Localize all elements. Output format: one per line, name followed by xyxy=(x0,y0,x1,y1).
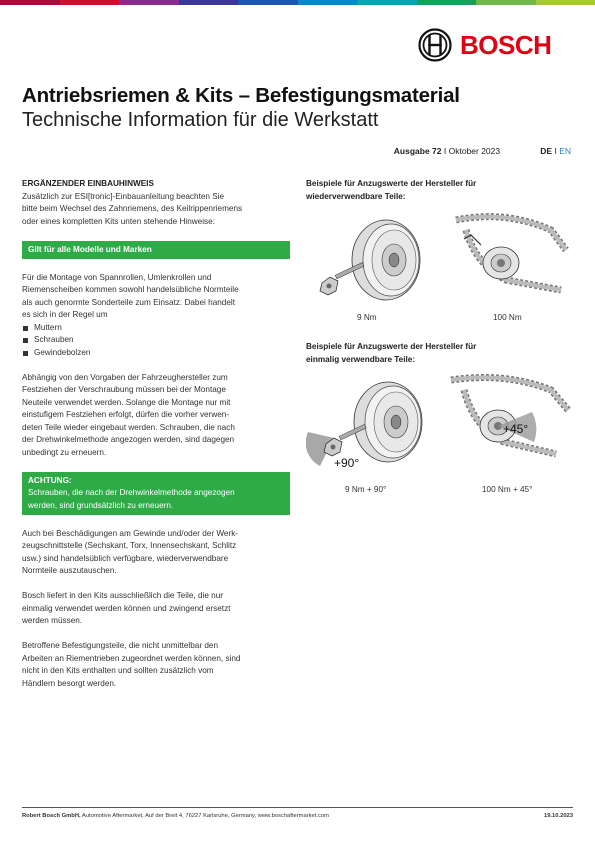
text-line: Normteile auszutauschen. xyxy=(22,566,117,575)
intro-line: bitte beim Wechsel des Zahnriemens, des Keilrippenriemens xyxy=(22,204,243,213)
paragraph-mounting xyxy=(22,272,290,322)
color-bar-segment xyxy=(179,0,239,5)
intro-line: Zusätzlich zur ESI[tronic]-Einbauanleitung beachten Sie xyxy=(22,191,225,201)
text-line: Auch bei Beschädigungen am Gewinde und/oder der Werk- xyxy=(22,528,239,538)
language-en[interactable]: EN xyxy=(559,146,571,156)
page-title: Antriebsriemen & Kits – Befestigungsmaterial xyxy=(22,84,460,107)
caption-line: wiederverwendbare Teile: xyxy=(306,191,406,201)
intro-line: oder eines kompletten Kits unten stehende Hinweise: xyxy=(22,216,215,226)
text-line: usw.) sind handelsüblich verfügbare, wiederverwendbare xyxy=(22,553,229,563)
figure-caption-reusable xyxy=(306,178,574,203)
text-line: als auch genormte Sonderteile zum Einsatz. Dabei handelt xyxy=(22,297,235,307)
parts-list xyxy=(22,322,290,360)
color-bar xyxy=(0,0,595,5)
issue-info xyxy=(394,146,571,156)
torque-label-100nm-45: 100 Nm + 45° xyxy=(482,485,533,494)
color-bar-segment xyxy=(0,0,60,5)
applicability-label: Gilt für alle Modelle und Marken xyxy=(28,244,152,254)
angle-label-45: +45° xyxy=(503,422,529,436)
issue-number: Ausgabe 72 xyxy=(393,146,442,156)
footer-date: 19.10.2023 xyxy=(543,813,573,819)
list-item: Schrauben xyxy=(22,334,290,347)
torque-label-9nm: 9 Nm xyxy=(357,313,377,322)
paragraph-kits xyxy=(22,590,290,628)
paragraph-other-parts xyxy=(22,640,290,690)
text-line: Neuteile verwendet werden. Solange die Montage nur mit xyxy=(22,397,231,407)
text-line: werden müssen. xyxy=(22,616,83,625)
warning-title: ACHTUNG: xyxy=(28,475,72,485)
brand-name: BOSCH xyxy=(460,30,552,60)
text-line: Für die Montage von Spannrollen, Umlenkrollen und xyxy=(22,272,212,282)
warning-box xyxy=(22,472,290,516)
color-bar-segment xyxy=(60,0,120,5)
text-line: zeugschnittstelle (Sechskant, Torx, Innensechskant, Schlitz xyxy=(22,541,237,550)
language-de[interactable]: DE xyxy=(540,146,553,156)
text-line: nicht in den Kits enthalten und sollten zusätzlich vom xyxy=(22,666,214,675)
color-bar-segment xyxy=(119,0,179,5)
text-line: Riemenscheiben kommen sowohl handelsübliche Normteile xyxy=(22,285,239,294)
paragraph-tightening xyxy=(22,372,290,460)
issue-separator: I xyxy=(441,146,449,156)
page-subtitle: Technische Information für die Werkstatt xyxy=(22,109,379,131)
color-bar-segment xyxy=(238,0,298,5)
color-bar-segment xyxy=(357,0,417,5)
footer-divider xyxy=(22,807,573,808)
caption-line: Beispiele für Anzugswerte der Hersteller für xyxy=(306,342,477,351)
text-line: unbedingt zu erneuern. xyxy=(22,447,107,457)
torque-label-100nm: 100 Nm xyxy=(493,313,522,322)
footer xyxy=(22,813,573,819)
text-line: Festziehen der Verschraubung müssen bei der Montage xyxy=(22,385,226,394)
text-line: der Drehwinkelmethode angezogen werden, sind dagegen xyxy=(22,435,235,444)
caption-line: Beispiele für Anzugswerte der Hersteller für xyxy=(306,179,477,188)
color-bar-segment xyxy=(536,0,595,5)
color-bar-segment xyxy=(476,0,536,5)
torque-label-9nm-90: 9 Nm + 90° xyxy=(345,485,387,494)
color-bar-segment xyxy=(298,0,358,5)
pulley-icon xyxy=(352,220,420,300)
footer-address-text: Automotive Aftermarket, Auf der Breit 4, 76227 Karlsruhe, Germany, www.boschaftermarket.com xyxy=(80,813,329,819)
left-column xyxy=(22,178,290,690)
text-line: einstufigem Festziehen erfolgt, dürfen die vorher verwen- xyxy=(22,410,230,419)
bosch-armature-icon xyxy=(418,28,452,62)
intro-paragraph xyxy=(22,191,290,229)
figure-reusable-parts xyxy=(306,205,574,310)
figure-caption-single-use xyxy=(306,341,574,366)
belt-tensioner-icon xyxy=(451,378,568,454)
caption-line: einmalig verwendbare Teile: xyxy=(306,354,416,364)
text-line: Abhängig von den Vorgaben der Fahrzeughersteller zum xyxy=(22,372,228,382)
applicability-banner xyxy=(22,241,290,260)
footer-address xyxy=(22,813,329,819)
list-item: Muttern xyxy=(22,322,290,335)
list-item: Gewindebolzen xyxy=(22,347,290,360)
text-line: Bosch liefert in den Kits ausschließlich die Teile, die nur xyxy=(22,591,223,600)
section-heading: ERGÄNZENDER EINBAUHINWEIS xyxy=(22,179,154,188)
text-line: Händlern besorgt werden. xyxy=(22,678,117,688)
color-bar-segment xyxy=(417,0,477,5)
footer-company: Robert Bosch GmbH, xyxy=(22,813,81,819)
warning-line: Schrauben, die nach der Drehwinkelmethode angezogen xyxy=(28,488,235,497)
belt-tensioner-icon xyxy=(456,217,566,290)
text-line: einmalig verwendet werden können und zwingend ersetzt xyxy=(22,603,231,613)
text-line: deten Teile wieder eingebaut werden. Schrauben, die nach xyxy=(22,422,235,432)
text-line: Arbeiten an Riementrieben zugeordnet werden können, sind xyxy=(22,653,241,663)
bosch-logo xyxy=(418,28,551,62)
pulley-icon xyxy=(354,382,422,462)
text-line: Betroffene Befestigungsteile, die nicht unmittelbar den xyxy=(22,641,219,650)
warning-line: werden, sind grundsätzlich zu erneuern. xyxy=(28,500,174,510)
paragraph-damage xyxy=(22,528,290,578)
right-column xyxy=(306,178,574,203)
text-line: es sich in der Regel um xyxy=(22,310,108,319)
language-separator: I xyxy=(552,146,560,156)
angle-label-90: +90° xyxy=(334,456,360,470)
issue-date: Oktober 2023 xyxy=(448,146,501,156)
